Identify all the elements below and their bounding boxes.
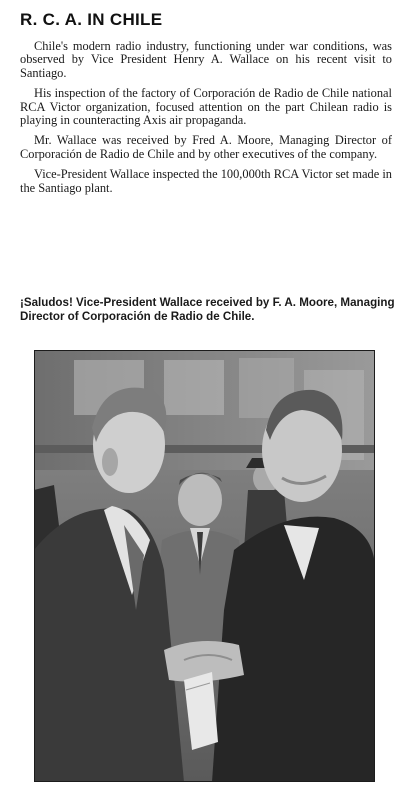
- article-paragraph: His inspection of the factory of Corporación de Radio de Chile national RCA Victor organization, focused attention on the part Chilean radio is playing in counteracting Axis air propaganda.: [20, 86, 392, 128]
- article-title: R. C. A. IN CHILE: [20, 10, 163, 29]
- article-paragraph: Vice-President Wallace inspected the 100,000th RCA Victor set made in the Santiago plant.: [20, 167, 392, 195]
- article-paragraph: Mr. Wallace was received by Fred A. Moore, Managing Director of Corporación de Radio de Chile and by other executives of the company.: [20, 133, 392, 161]
- photo-caption: ¡Saludos! Vice-President Wallace received by F. A. Moore, Managing Director of Corporación de Radio de Chile.: [20, 296, 395, 324]
- news-photo-illustration: [34, 350, 375, 782]
- news-photo: [34, 350, 375, 782]
- article-paragraph: Chile's modern radio industry, functioning under war conditions, was observed by Vice President Henry A. Wallace on his recent visit to Santiago.: [20, 39, 392, 80]
- article-body: [20, 40, 392, 202]
